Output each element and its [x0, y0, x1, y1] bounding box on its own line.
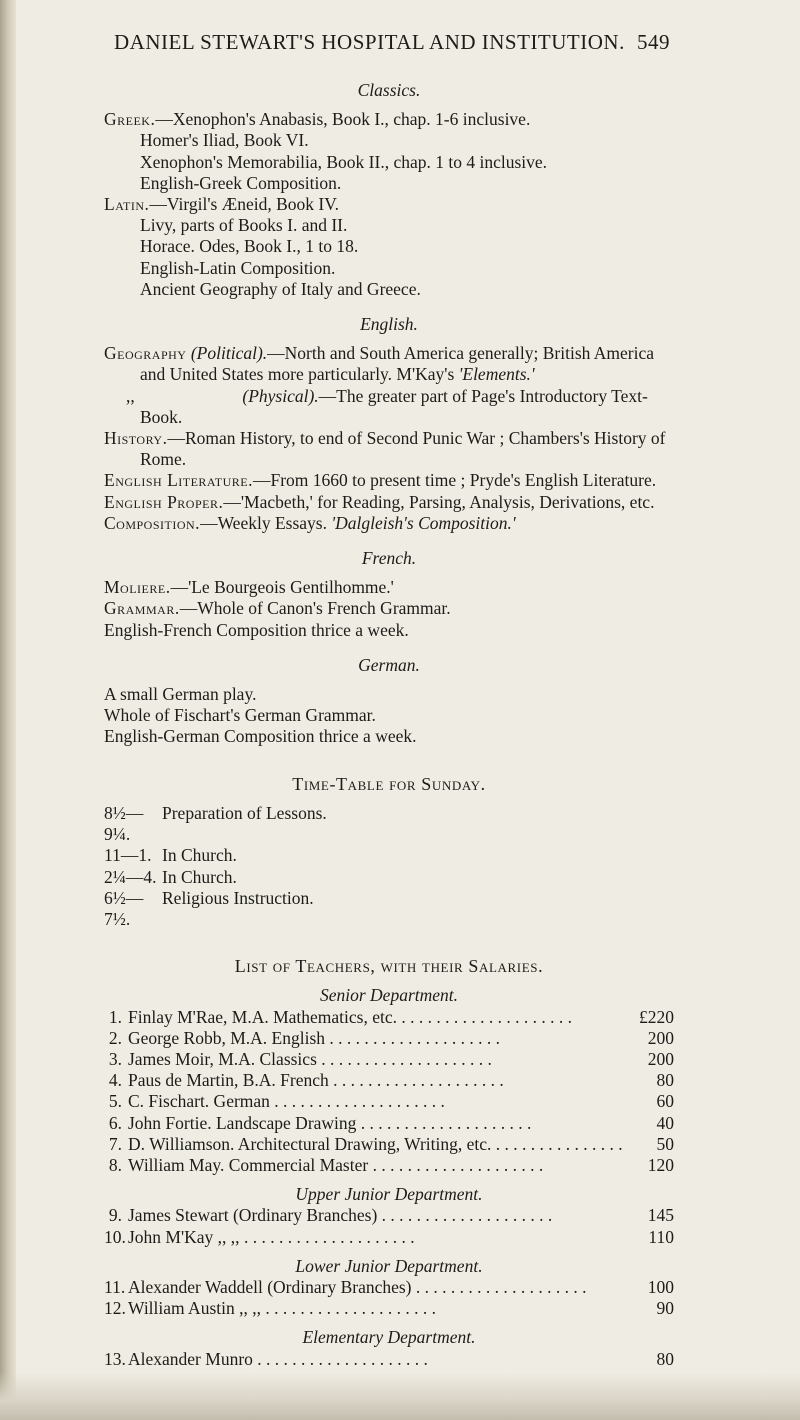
teacher-description: John M'Kay ,, ,, . . — [128, 1227, 622, 1248]
teacher-salary: 120 — [647, 1154, 674, 1175]
teacher-description: C. Fischart. German . . — [128, 1091, 622, 1112]
teacher-salary: £220 — [639, 1006, 674, 1027]
timetable-row — [104, 867, 674, 888]
timetable-row — [104, 845, 674, 866]
grammar-label: Grammar. — [104, 598, 180, 619]
timetable-row — [104, 888, 674, 930]
timetable-activity: Preparation of Lessons. — [162, 802, 327, 823]
french-composition: English-French Composition thrice a week. — [104, 619, 409, 640]
teacher-row — [104, 1113, 674, 1134]
teacher-row — [104, 1227, 674, 1248]
teacher-description: William May. Commercial Master . . — [128, 1155, 622, 1176]
teacher-number: 4. — [108, 1070, 122, 1091]
timetable-time: 8½—9¼. — [104, 802, 144, 845]
sunday-timetable-heading: Time-Table for Sunday. — [292, 773, 486, 794]
english-proper-text: —'Macbeth,' for Reading, Parsing, Analysis, Derivations, etc. — [223, 491, 655, 512]
teacher-number: 2. — [108, 1027, 122, 1048]
page-content — [104, 80, 674, 1370]
latin-line: English-Latin Composition. — [140, 257, 336, 278]
english-proper-label: English Proper. — [104, 491, 224, 512]
grammar-text: —Whole of Canon's French Grammar. — [179, 598, 451, 619]
teacher-description: Paus de Martin, B.A. French . . — [128, 1070, 622, 1091]
teacher-salary: 80 — [656, 1348, 674, 1369]
latin-line: —Virgil's Æneid, Book IV. — [149, 194, 340, 215]
header-title: DANIEL STEWART'S HOSPITAL AND INSTITUTION. — [114, 30, 625, 54]
grammar-entry — [104, 598, 674, 619]
latin-line: Horace. Odes, Book I., 1 to 18. — [140, 236, 359, 257]
teacher-row — [104, 1070, 674, 1091]
timetable-time: 6½—7½. — [104, 887, 144, 929]
teacher-salary: 50 — [656, 1133, 674, 1154]
latin-line: Livy, parts of Books I. and II. — [140, 215, 348, 236]
greek-entry — [104, 109, 674, 130]
english-heading: English. — [360, 314, 418, 335]
composition-text: —Weekly Essays. — [200, 512, 332, 533]
timetable-time: 2¼—4. — [104, 866, 157, 887]
geography-label: Geography — [104, 343, 187, 364]
teacher-description: D. Williamson. Architectural Drawing, Writing, etc. . . — [128, 1134, 622, 1155]
latin-label: Latin. — [104, 194, 150, 215]
teacher-description: John Fortie. Landscape Drawing . . — [128, 1113, 622, 1134]
timetable-activity: In Church. — [162, 866, 237, 887]
teacher-row — [104, 1049, 674, 1070]
timetable-row — [104, 803, 674, 845]
teacher-description: Finlay M'Rae, M.A. Mathematics, etc. . . — [128, 1007, 622, 1028]
elementary-department-heading: Elementary Department. — [302, 1327, 476, 1348]
german-heading: German. — [358, 654, 420, 675]
history-entry — [104, 428, 674, 470]
geography-physical-text: —The greater part of Page's Introductory Text-Book. — [140, 385, 648, 427]
teacher-row — [104, 1205, 674, 1226]
literature-entry — [104, 470, 674, 491]
greek-label: Greek. — [104, 109, 156, 130]
timetable-activity: In Church. — [162, 845, 237, 866]
geography-political-text: —North and South America generally; British America and United States more particularly. M'Kay's — [140, 343, 655, 385]
geography-political-book: 'Elements.' — [458, 364, 535, 385]
teacher-number: 10. — [104, 1226, 126, 1247]
latin-entry — [104, 194, 674, 215]
german-line: A small German play. — [104, 684, 257, 705]
geography-physical-label: (Physical). — [242, 385, 319, 406]
teacher-row — [104, 1028, 674, 1049]
latin-line: Ancient Geography of Italy and Greece. — [140, 278, 421, 299]
geography-political-entry — [104, 343, 674, 385]
teacher-salary: 100 — [647, 1276, 674, 1297]
french-heading: French. — [361, 548, 417, 569]
teacher-salary: 110 — [648, 1226, 674, 1247]
teacher-number: 8. — [108, 1154, 122, 1175]
teacher-salary: 90 — [656, 1298, 674, 1319]
teacher-number: 7. — [108, 1133, 122, 1154]
senior-department-heading: Senior Department. — [319, 985, 459, 1006]
literature-label: English Literature. — [104, 470, 253, 491]
timetable-time: 11—1. — [104, 845, 152, 866]
greek-line: Xenophon's Memorabilia, Book II., chap. 1 to 4 inclusive. — [140, 151, 548, 172]
composition-book: 'Dalgleish's Composition.' — [331, 512, 516, 533]
teacher-description: Alexander Munro . . — [128, 1349, 622, 1370]
teacher-salary: 145 — [647, 1205, 674, 1226]
teacher-row — [104, 1277, 674, 1298]
german-line: Whole of Fischart's German Grammar. — [104, 705, 376, 726]
teacher-salary: 200 — [647, 1048, 674, 1069]
teacher-description: William Austin ,, ,, . . — [128, 1298, 622, 1319]
classics-heading: Classics. — [357, 80, 421, 100]
teacher-number: 5. — [108, 1091, 122, 1112]
upper-junior-department-heading: Upper Junior Department. — [295, 1184, 483, 1205]
lower-junior-department-heading: Lower Junior Department. — [295, 1255, 483, 1276]
teacher-number: 12. — [104, 1298, 126, 1319]
teacher-salary: 60 — [656, 1091, 674, 1112]
moliere-text: —'Le Bourgeois Gentilhomme.' — [170, 577, 394, 598]
teacher-row — [104, 1134, 674, 1155]
german-line: English-German Composition thrice a week. — [104, 726, 417, 747]
page-bottom-shadow — [0, 1372, 800, 1420]
teacher-number: 13. — [104, 1348, 126, 1369]
teachers-heading: List of Teachers, with their Salaries. — [234, 956, 544, 977]
teacher-number: 6. — [108, 1112, 122, 1133]
teacher-number: 3. — [108, 1048, 122, 1069]
moliere-label: Moliere. — [104, 577, 171, 598]
teacher-description: George Robb, M.A. English . . — [128, 1028, 622, 1049]
teacher-row — [104, 1349, 674, 1370]
teacher-salary: 80 — [656, 1070, 674, 1091]
timetable-activity: Religious Instruction. — [162, 887, 314, 908]
english-proper-entry — [104, 492, 674, 513]
greek-line: Homer's Iliad, Book VI. — [140, 130, 309, 151]
teacher-salary: 40 — [656, 1112, 674, 1133]
geography-physical-entry — [104, 386, 674, 428]
teacher-salary: 200 — [647, 1027, 674, 1048]
teacher-row — [104, 1298, 674, 1319]
teacher-description: James Stewart (Ordinary Branches) . . — [128, 1205, 622, 1226]
teacher-description: James Moir, M.A. Classics . . — [128, 1049, 622, 1070]
literature-text: —From 1660 to present time ; Pryde's English Literature. — [252, 470, 657, 491]
greek-line: English-Greek Composition. — [140, 172, 342, 193]
moliere-entry — [104, 577, 674, 598]
ditto-mark: ,, — [126, 385, 135, 406]
greek-line: —Xenophon's Anabasis, Book I., chap. 1-6 inclusive. — [155, 109, 531, 130]
page-number: 549 — [637, 30, 670, 54]
composition-label: Composition. — [104, 512, 201, 533]
teacher-number: 9. — [108, 1205, 122, 1226]
teacher-number: 1. — [108, 1006, 122, 1027]
teacher-description: Alexander Waddell (Ordinary Branches) . . — [128, 1277, 622, 1298]
history-label: History. — [104, 428, 168, 449]
teacher-number: 11. — [104, 1276, 126, 1297]
teacher-row — [104, 1007, 674, 1028]
composition-entry — [104, 513, 674, 534]
teacher-row — [104, 1155, 674, 1176]
history-text: —Roman History, to end of Second Punic War ; Chambers's History of Rome. — [140, 428, 666, 470]
teacher-row — [104, 1091, 674, 1112]
geography-political-label: (Political). — [190, 343, 268, 364]
